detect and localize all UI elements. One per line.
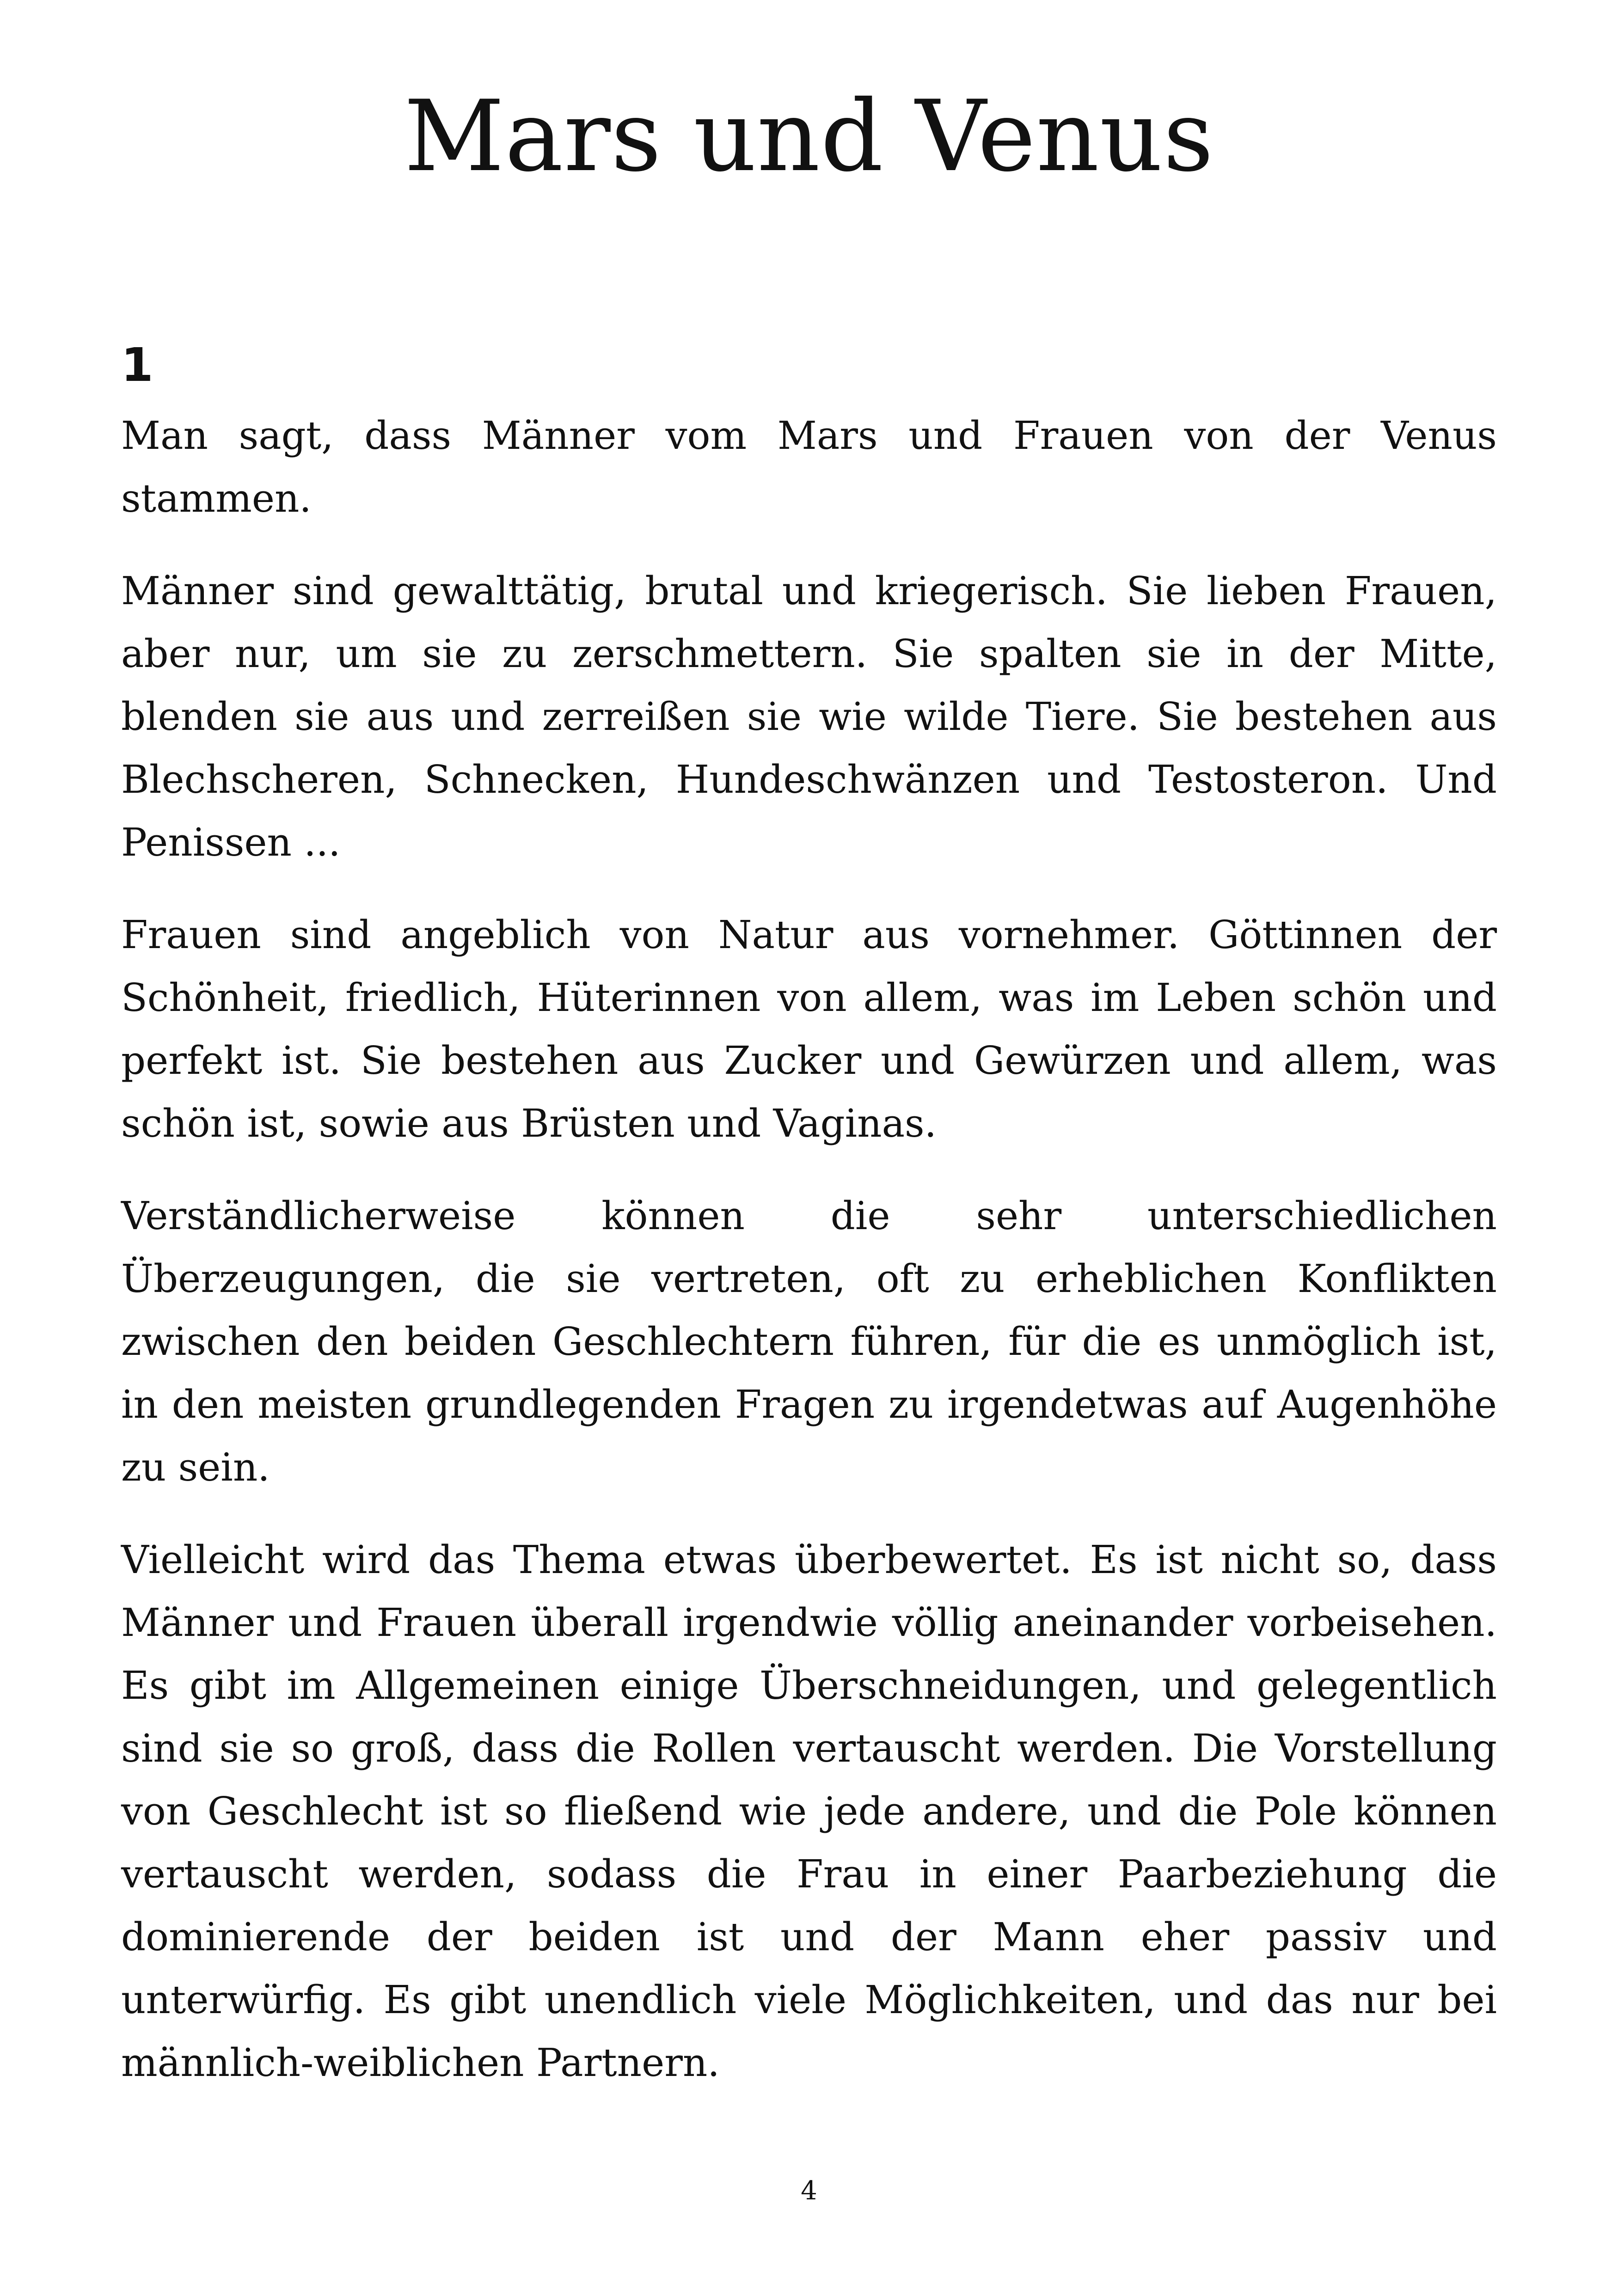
page-title: Mars und Venus [404,79,1214,193]
chapter-number: 1 [121,338,153,392]
paragraph-4: Verständlicherweise können die sehr unterschiedlichen Überzeugungen, die sie vertreten, oft zu erheblichen Konflikten zwischen den beiden Geschlechtern führen, für die es unmöglich ist, in den meisten grundlegenden Fragen zu irgendetwas auf Augenhöhe zu sein. [121,1194,1497,1490]
paragraph-1: Man sagt, dass Männer vom Mars und Frauen von der Venus stammen. [121,413,1497,521]
paragraph-2: Männer sind gewalttätig, brutal und kriegerisch. Sie lieben Frauen, aber nur, um sie zu zerschmettern. Sie spalten sie in der Mitte, blenden sie aus und zerreißen sie wie wilde Tiere. Sie bestehen aus Blechscheren, Schnecken, Hundeschwänzen und Testosteron. Und Penissen ... [121,569,1497,865]
body-text [121,404,1497,2124]
page-number: 4 [801,2176,817,2206]
paragraph-3: Frauen sind angeblich von Natur aus vornehmer. Göttinnen der Schönheit, friedlich, Hüterinnen von allem, was im Leben schön und perfekt ist. Sie bestehen aus Zucker und Gewürzen und allem, was schön ist, sowie aus Brüsten und Vaginas. [121,912,1497,1146]
paragraph-5: Vielleicht wird das Thema etwas überbewertet. Es ist nicht so, dass Männer und Frauen überall irgendwie völlig aneinander vorbeisehen. Es gibt im Allgemeinen einige Überschneidungen, und gelegentlich sind sie so groß, dass die Rollen vertauscht werden. Die Vorstellung von Geschlecht ist so fließend wie jede andere, und die Pole können vertauscht werden, sodass die Frau in einer Paarbeziehung die dominierende der beiden ist und der Mann eher passiv und unterwürfig. Es gibt unendlich viele Möglichkeiten, und das nur bei männlich-weiblichen Partnern. [121,1537,1497,2085]
